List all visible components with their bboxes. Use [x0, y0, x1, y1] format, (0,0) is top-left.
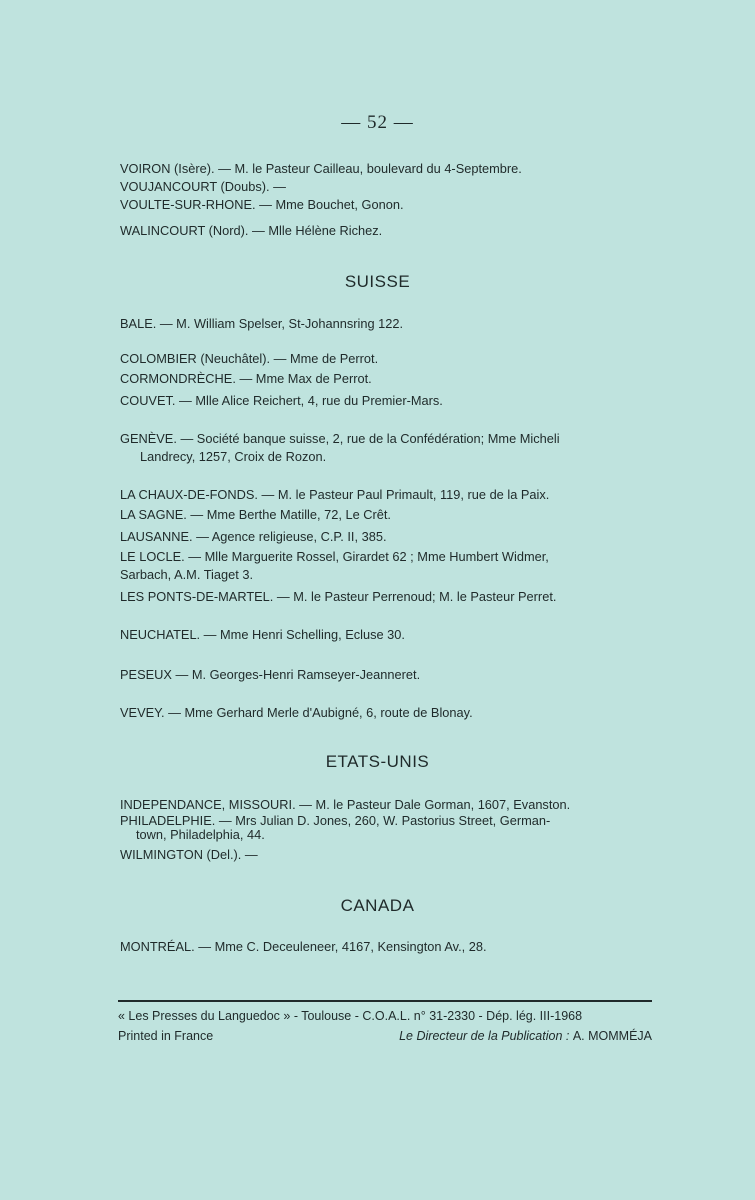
footer-director	[399, 1028, 652, 1044]
footer-credits	[118, 1028, 652, 1044]
entry-colombier: COLOMBIER (Neuchâtel). — Mme de Perrot.	[120, 351, 379, 366]
footer-director-label: Le Directeur de la Publication :	[399, 1029, 570, 1043]
entry-vevey: VEVEY. — Mme Gerhard Merle d'Aubigné, 6, route de Blonay.	[120, 705, 473, 720]
entry-cormondreche: CORMONDRÈCHE. — Mme Max de Perrot.	[120, 371, 372, 386]
entry-voulte-sur-rhone: VOULTE-SUR-RHONE. — Mme Bouchet, Gonon.	[120, 197, 404, 212]
entry-le-locle-cont: Sarbach, A.M. Tiaget 3.	[120, 567, 254, 582]
entry-philadelphie-cont: town, Philadelphia, 44.	[136, 827, 265, 842]
entry-lausanne: LAUSANNE. — Agence religieuse, C.P. II, 385.	[120, 529, 387, 544]
entry-bale: BALE. — M. William Spelser, St-Johannsring 122.	[120, 316, 404, 331]
entry-couvet: COUVET. — Mlle Alice Reichert, 4, rue du Premier-Mars.	[120, 393, 443, 408]
entry-neuchatel: NEUCHATEL. — Mme Henri Schelling, Ecluse 30.	[120, 627, 405, 642]
section-heading-etats-unis: ETATS-UNIS	[325, 752, 430, 771]
footer-rule	[118, 1000, 652, 1002]
entry-les-ponts-de-martel: LES PONTS-DE-MARTEL. — M. le Pasteur Perrenoud; M. le Pasteur Perret.	[120, 589, 557, 604]
entry-voiron: VOIRON (Isère). — M. le Pasteur Cailleau, boulevard du 4-Septembre.	[120, 161, 522, 176]
footer-director-name: A. MOMMÉJA	[572, 1029, 652, 1043]
entry-independance: INDEPENDANCE, MISSOURI. — M. le Pasteur Dale Gorman, 1607, Evanston.	[120, 797, 571, 812]
entry-peseux: PESEUX — M. Georges-Henri Ramseyer-Jeanneret.	[120, 667, 421, 682]
section-heading-canada: CANADA	[340, 896, 415, 915]
entry-philadelphie: PHILADELPHIE. — Mrs Julian D. Jones, 260, W. Pastorius Street, German-	[120, 813, 551, 828]
footer-printed: Printed in France	[118, 1029, 214, 1043]
footer-imprint: « Les Presses du Languedoc » - Toulouse - C.O.A.L. n° 31-2330 - Dép. lég. III-1968	[118, 1009, 583, 1023]
entry-la-sagne: LA SAGNE. — Mme Berthe Matille, 72, Le Crêt.	[120, 507, 391, 522]
page-number: — 52 —	[341, 112, 414, 133]
entry-montreal: MONTRÉAL. — Mme C. Deceuleneer, 4167, Kensington Av., 28.	[120, 939, 487, 954]
entry-la-chaux-de-fonds: LA CHAUX-DE-FONDS. — M. le Pasteur Paul Primault, 119, rue de la Paix.	[120, 487, 550, 502]
entry-geneve: GENÈVE. — Société banque suisse, 2, rue de la Confédération; Mme Micheli	[120, 431, 560, 446]
entry-le-locle: LE LOCLE. — Mlle Marguerite Rossel, Girardet 62 ; Mme Humbert Widmer,	[120, 549, 549, 564]
entry-voujancourt: VOUJANCOURT (Doubs). —	[120, 179, 286, 194]
entry-wilmington: WILMINGTON (Del.). —	[120, 847, 258, 862]
entry-geneve-cont: Landrecy, 1257, Croix de Rozon.	[140, 449, 327, 464]
entry-walincourt: WALINCOURT (Nord). — Mlle Hélène Richez.	[120, 223, 383, 238]
section-heading-suisse: SUISSE	[344, 272, 411, 291]
